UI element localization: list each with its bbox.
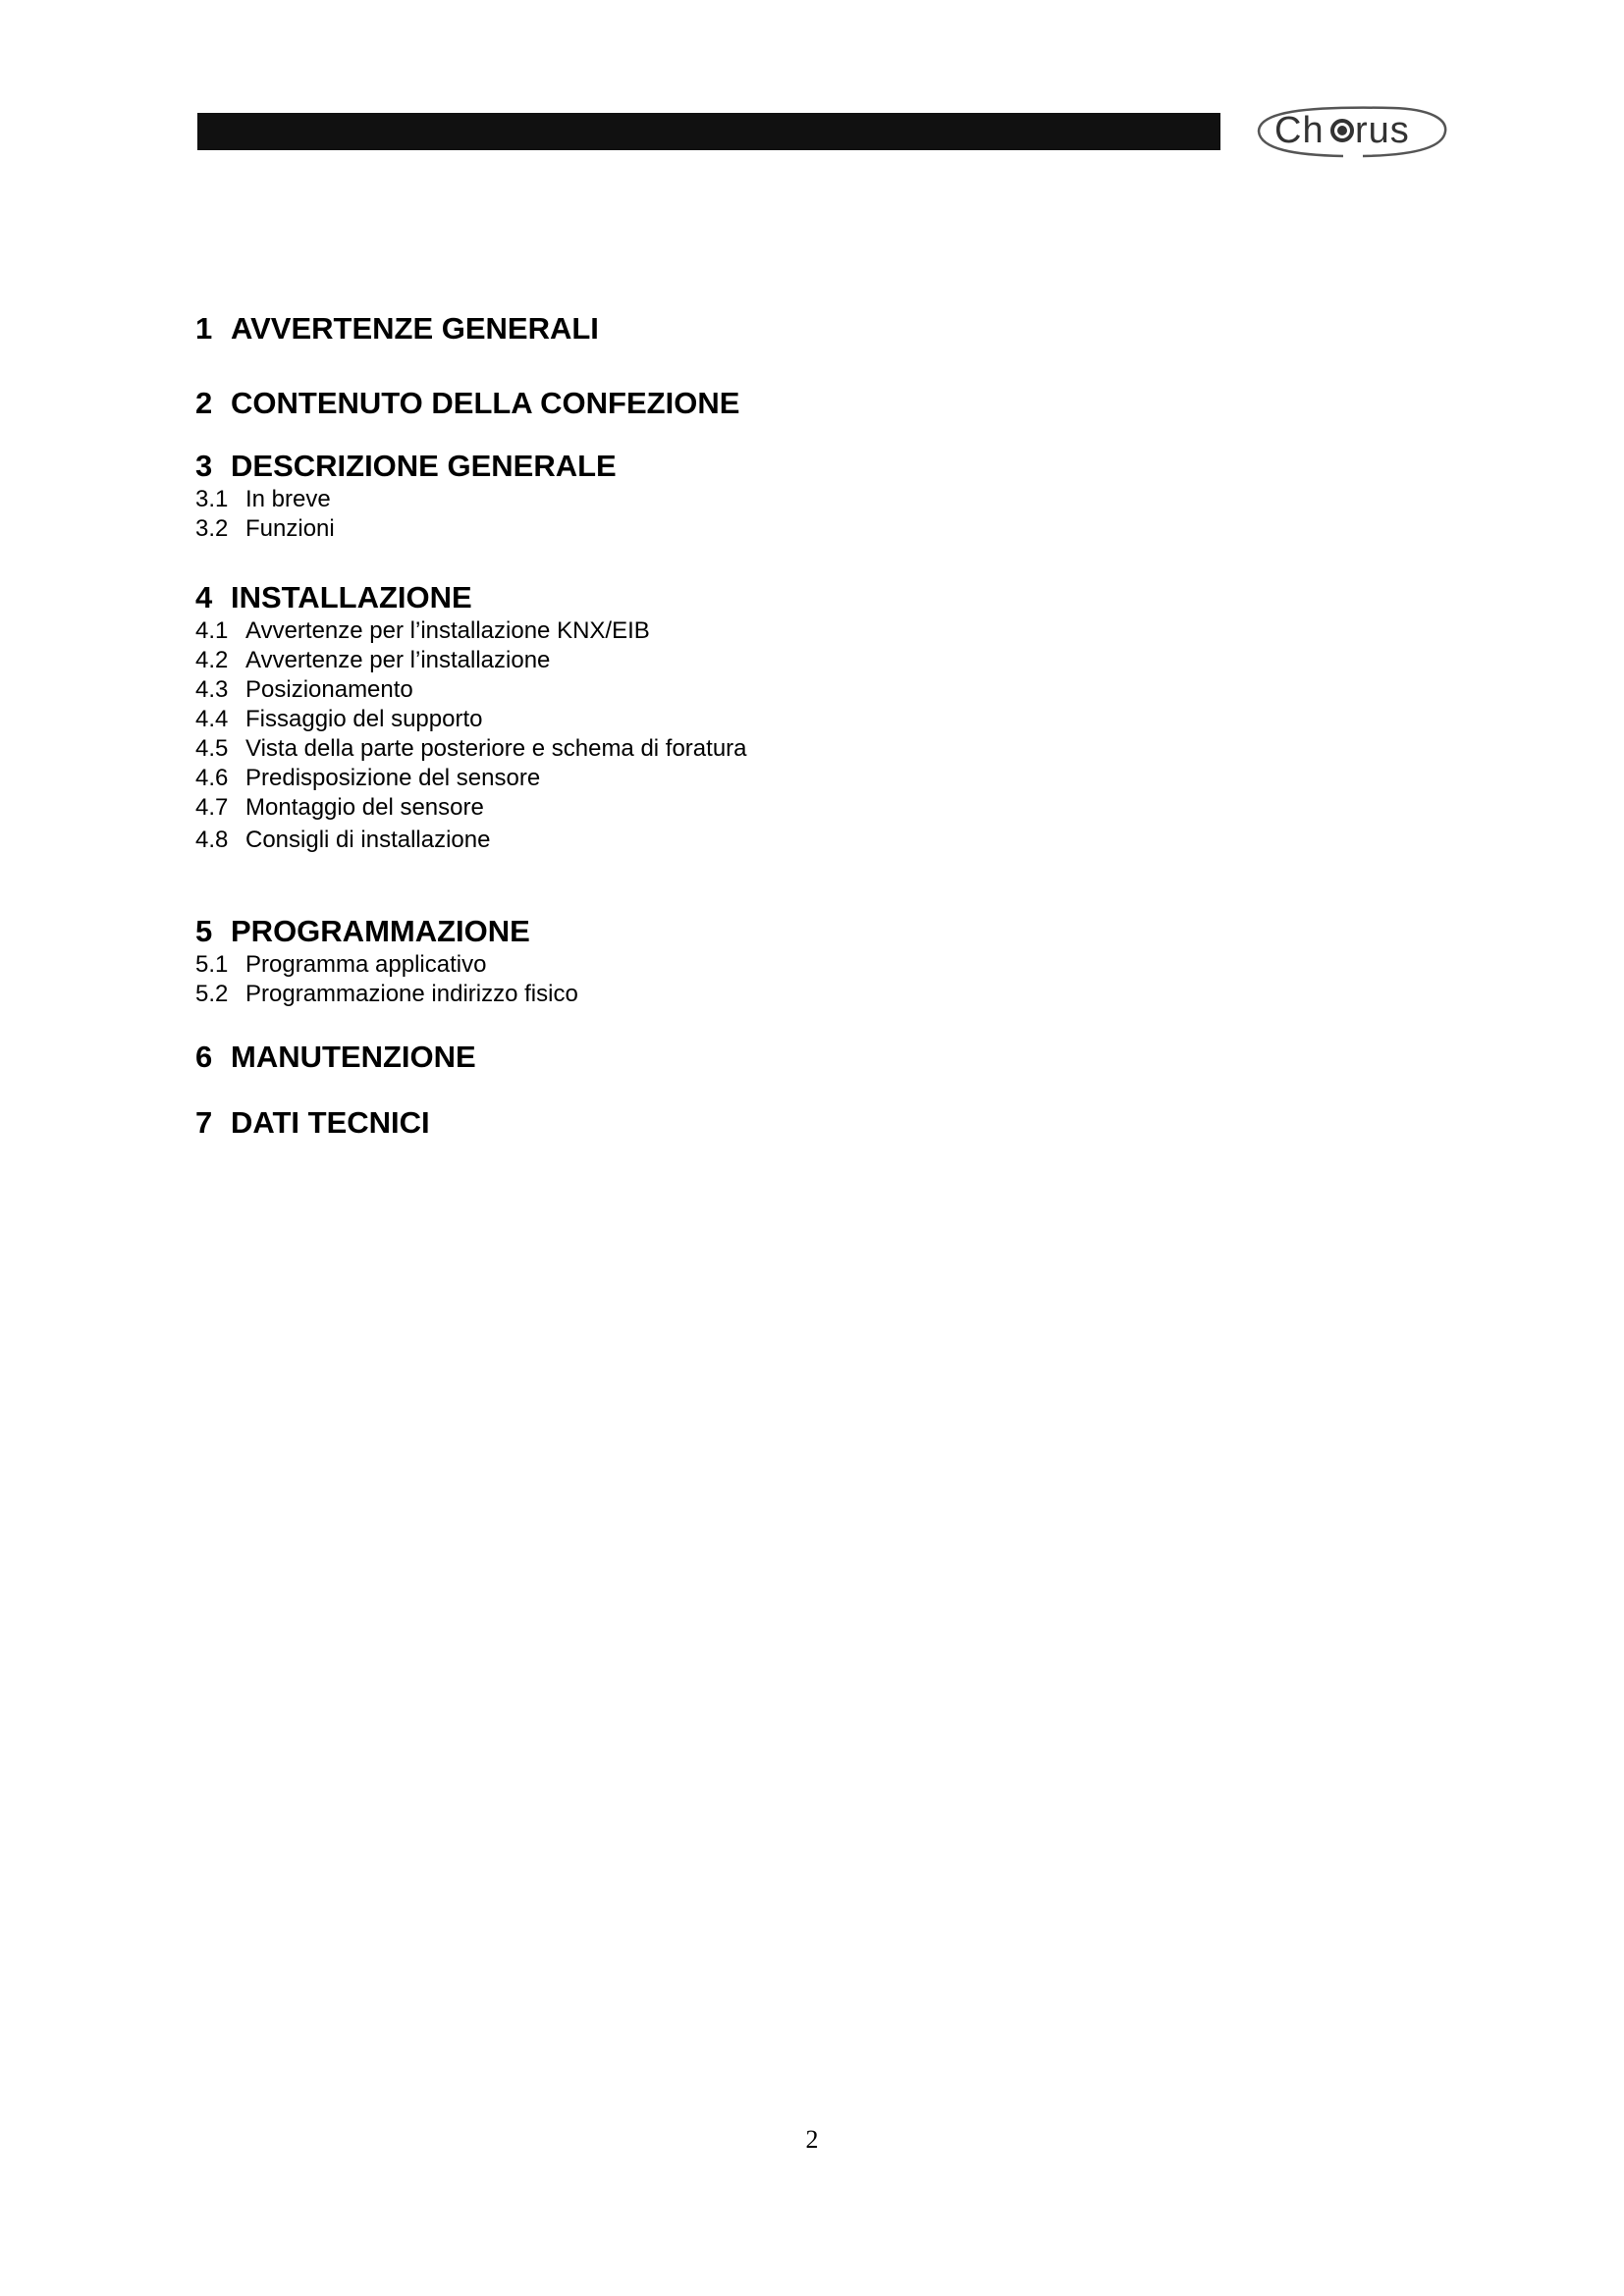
section-title: CONTENUTO DELLA CONFEZIONE <box>231 386 740 420</box>
subsection-number: 5.1 <box>195 951 229 978</box>
subsection-title: Avvertenze per l’installazione <box>245 647 551 673</box>
toc-section-5[interactable] <box>195 915 530 948</box>
subsection-title: Consigli di installazione <box>245 827 491 853</box>
toc-subsection-3-2[interactable] <box>195 515 335 543</box>
subsection-number: 3.1 <box>195 486 229 512</box>
subsection-title: Avvertenze per l’installazione KNX/EIB <box>245 617 650 644</box>
section-number: 5 <box>195 914 213 948</box>
svg-text:rus: rus <box>1355 110 1410 151</box>
section-title: MANUTENZIONE <box>231 1040 476 1074</box>
section-number: 3 <box>195 449 213 483</box>
subsection-title: Programma applicativo <box>245 951 487 978</box>
toc-section-6[interactable] <box>195 1041 476 1074</box>
toc-subsection-4-1[interactable] <box>195 617 650 645</box>
subsection-number: 4.2 <box>195 647 229 673</box>
subsection-title: Montaggio del sensore <box>245 794 484 821</box>
subsection-title: Programmazione indirizzo fisico <box>245 981 578 1007</box>
toc-subsection-4-6[interactable] <box>195 765 540 792</box>
toc-subsection-4-7[interactable] <box>195 794 484 822</box>
toc-section-7[interactable] <box>195 1106 430 1140</box>
section-title: DATI TECNICI <box>231 1105 430 1140</box>
section-title: PROGRAMMAZIONE <box>231 914 530 948</box>
toc-section-1[interactable] <box>195 312 599 346</box>
toc-subsection-5-1[interactable] <box>195 951 486 979</box>
toc-subsection-4-5[interactable] <box>195 735 747 763</box>
section-number: 6 <box>195 1040 213 1074</box>
subsection-number: 5.2 <box>195 981 229 1007</box>
subsection-number: 4.3 <box>195 676 229 703</box>
subsection-number: 4.8 <box>195 827 229 853</box>
svg-text:Ch: Ch <box>1274 110 1325 151</box>
section-number: 2 <box>195 386 213 420</box>
subsection-title: Predisposizione del sensore <box>245 765 541 791</box>
subsection-title: Funzioni <box>245 515 335 542</box>
toc-subsection-4-4[interactable] <box>195 706 482 733</box>
toc-section-4[interactable] <box>195 581 472 614</box>
subsection-title: Fissaggio del supporto <box>245 706 483 732</box>
section-title: DESCRIZIONE GENERALE <box>231 449 617 483</box>
toc-subsection-3-1[interactable] <box>195 486 331 513</box>
subsection-number: 4.7 <box>195 794 229 821</box>
toc-section-3[interactable] <box>195 450 617 483</box>
section-title: AVVERTENZE GENERALI <box>231 311 599 346</box>
subsection-title: Vista della parte posteriore e schema di foratura <box>245 735 747 762</box>
section-number: 1 <box>195 311 213 346</box>
subsection-title: In breve <box>245 486 331 512</box>
subsection-number: 4.6 <box>195 765 229 791</box>
section-number: 7 <box>195 1105 213 1140</box>
subsection-number: 4.5 <box>195 735 229 762</box>
page-number: 2 <box>805 2125 819 2154</box>
subsection-number: 3.2 <box>195 515 229 542</box>
section-number: 4 <box>195 580 213 614</box>
toc-subsection-5-2[interactable] <box>195 981 578 1008</box>
section-title: INSTALLAZIONE <box>231 580 472 614</box>
subsection-title: Posizionamento <box>245 676 413 703</box>
subsection-number: 4.1 <box>195 617 229 644</box>
toc-subsection-4-2[interactable] <box>195 647 550 674</box>
toc-subsection-4-8[interactable] <box>195 827 490 854</box>
subsection-number: 4.4 <box>195 706 229 732</box>
toc-section-2[interactable] <box>195 387 739 420</box>
toc-subsection-4-3[interactable] <box>195 676 413 704</box>
